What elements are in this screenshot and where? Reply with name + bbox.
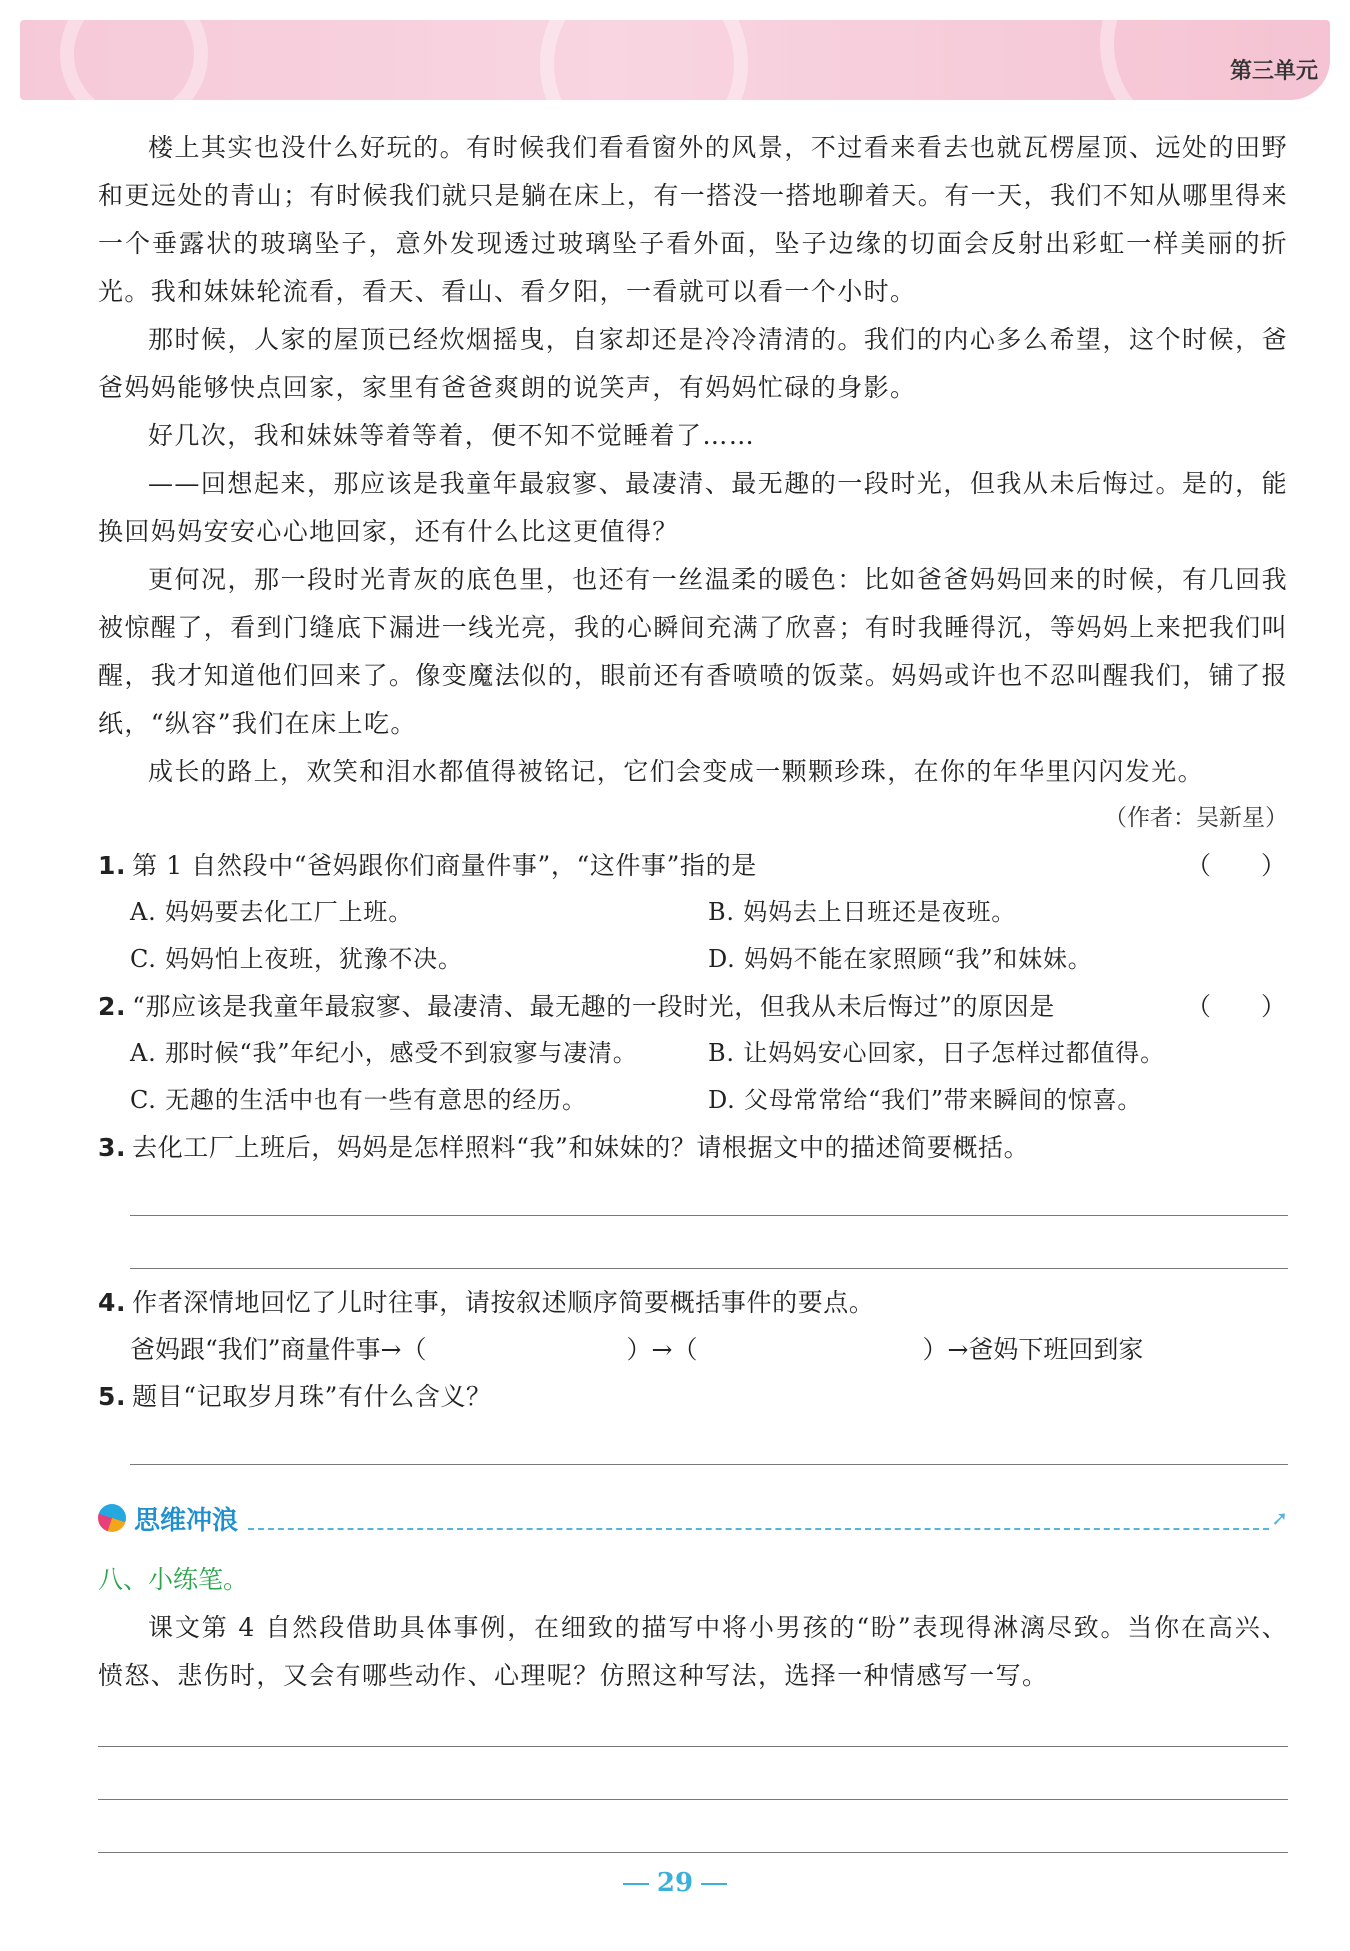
answer-line[interactable] <box>130 1464 1288 1465</box>
section-logo-icon <box>98 1504 126 1532</box>
option-b[interactable]: B. 妈妈去上日班还是夜班。 <box>708 898 1017 926</box>
question-number: 1. <box>98 851 127 880</box>
question-text: 作者深情地回忆了儿时往事，请按叙述顺序简要概括事件的要点。 <box>132 1288 875 1317</box>
section-divider <box>248 1506 1269 1530</box>
passage-paragraph: 那时候，人家的屋顶已经炊烟摇曳，自家却还是冷冷清清的。我们的内心多么希望，这个时候，爸爸妈妈能够快点回家，家里有爸爸爽朗的说笑声，有妈妈忙碌的身影。 <box>98 325 1288 402</box>
question-4 <box>98 1279 1288 1326</box>
passage-paragraph: 成长的路上，欢笑和泪水都值得被铭记，它们会变成一颗颗珍珠，在你的年华里闪闪发光。 <box>148 757 1205 786</box>
wave-arrow-icon: ➚ <box>1271 1506 1288 1530</box>
passage-paragraph: 好几次，我和妹妹等着等着，便不知不觉睡着了…… <box>148 421 756 450</box>
passage-paragraph: 楼上其实也没什么好玩的。有时候我们看看窗外的风景，不过看来看去也就瓦楞屋顶、远处的田野和更远处的青山；有时候我们就只是躺在床上，有一搭没一搭地聊着天。有一天，我们不知从哪里得来一个垂露状的玻璃坠子，意外发现透过玻璃坠子看外面，坠子边缘的切面会反射出彩虹一样美丽的折光。我和妹妹轮流看，看天、看山、看夕阳，一看就可以看一个小时。 <box>98 133 1288 306</box>
question-1 <box>98 842 1288 889</box>
page-number-value: 29 <box>656 1868 694 1898</box>
question-number: 2. <box>98 992 127 1021</box>
page-number <box>0 1868 1350 1898</box>
page-number-dash <box>623 1883 649 1885</box>
page-number-dash <box>701 1883 727 1885</box>
question-number: 3. <box>98 1133 127 1162</box>
question-text: 第 1 自然段中“爸妈跟你们商量件事”，“这件事”指的是 <box>132 851 757 880</box>
option-c[interactable]: C. 无趣的生活中也有一些有意思的经历。 <box>130 1086 587 1114</box>
writing-practice <box>98 1556 1288 1853</box>
question-text: 题目“记取岁月珠”有什么含义？ <box>132 1382 492 1411</box>
answer-bracket[interactable]: （ ） <box>1185 992 1286 1021</box>
option-d[interactable]: D. 妈妈不能在家照顾“我”和妹妹。 <box>708 945 1093 973</box>
option-b[interactable]: B. 让妈妈安心回家，日子怎样过都值得。 <box>708 1039 1165 1067</box>
question-2 <box>98 983 1288 1030</box>
options-q2 <box>98 1030 1288 1124</box>
question-number: 4. <box>98 1288 127 1317</box>
banner-swirl-decoration <box>60 20 208 100</box>
exercise-heading: 八、小练笔。 <box>98 1565 249 1594</box>
section-title: 思维冲浪 <box>134 1505 239 1536</box>
passage-paragraph: 更何况，那一段时光青灰的底色里，也还有一丝温柔的暖色：比如爸爸妈妈回来的时候，有几回我被惊醒了，看到门缝底下漏进一线光亮，我的心瞬间充满了欣喜；有时我睡得沉，等妈妈上来把我们叫醒，我才知道他们回来了。像变魔法似的，眼前还有香喷喷的饭菜。妈妈或许也不忍叫醒我们，铺了报纸，“纵容”我们在床上吃。 <box>98 565 1288 738</box>
option-d[interactable]: D. 父母常常给“我们”带来瞬间的惊喜。 <box>708 1086 1143 1114</box>
reading-passage <box>98 124 1288 840</box>
question-text: 去化工厂上班后，妈妈是怎样照料“我”和妹妹的？请根据文中的描述简要概括。 <box>132 1133 1030 1162</box>
question-text: “那应该是我童年最寂寥、最凄清、最无趣的一段时光，但我从未后悔过”的原因是 <box>132 992 1055 1021</box>
answer-bracket[interactable]: （ ） <box>1185 851 1286 880</box>
section-header <box>98 1498 1288 1538</box>
writing-line[interactable] <box>98 1852 1288 1853</box>
exercise-prompt: 课文第 4 自然段借助具体事例，在细致的描写中将小男孩的“盼”表现得淋漓尽致。当你在高兴、愤怒、悲伤时，又会有哪些动作、心理呢？仿照这种写法，选择一种情感写一写。 <box>98 1613 1288 1690</box>
question-number: 5. <box>98 1382 127 1411</box>
question-5 <box>98 1373 1288 1420</box>
question-3 <box>98 1124 1288 1171</box>
banner-swirl-decoration <box>540 20 748 100</box>
event-sequence-blanks[interactable]: 爸妈跟“我们”商量件事→（ ）→（ ）→爸妈下班回到家 <box>130 1335 1144 1364</box>
question-list <box>98 842 1288 1465</box>
option-c[interactable]: C. 妈妈怕上夜班，犹豫不决。 <box>130 945 463 973</box>
option-a[interactable]: A. 妈妈要去化工厂上班。 <box>130 898 413 926</box>
author-credit: （作者：吴新星） <box>1104 805 1288 831</box>
passage-paragraph: ——回想起来，那应该是我童年最寂寥、最凄清、最无趣的一段时光，但我从未后悔过。是的，能换回妈妈安安心心地回家，还有什么比这更值得？ <box>98 469 1288 546</box>
unit-label: 第三单元 <box>1229 59 1318 84</box>
header-banner <box>20 20 1330 100</box>
options-q1 <box>98 889 1288 983</box>
option-a[interactable]: A. 那时候“我”年纪小，感受不到寂寥与凄清。 <box>130 1039 638 1067</box>
